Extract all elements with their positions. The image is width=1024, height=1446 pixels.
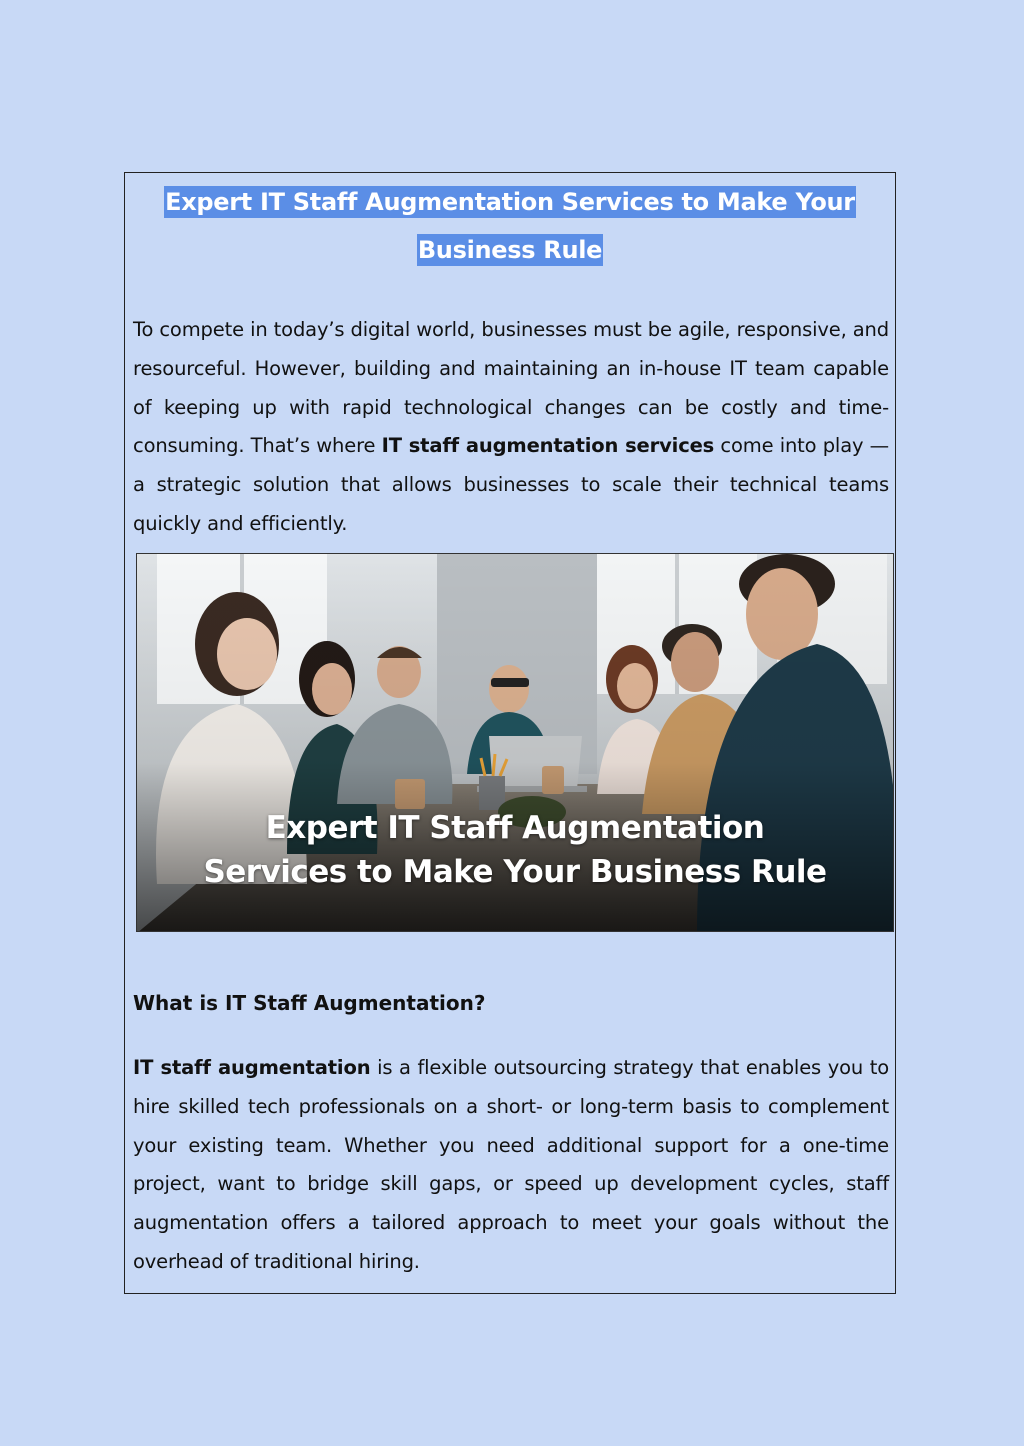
hero-caption — [137, 806, 893, 894]
section-body-text: is a flexible outsourcing strategy that enables you to hire skilled tech professionals on a short- or long-term basis to complement your existing team. Whether you need additional support for a one-time project, want to bridge skill gaps, or speed up development cycles, staff augmentation offers a tailored approach to meet your goals without the overhead of traditional hiring. — [133, 1056, 890, 1273]
document-title — [125, 181, 895, 277]
section-heading: What is IT Staff Augmentation? — [133, 991, 486, 1015]
section-bold-term: IT staff augmentation — [133, 1056, 371, 1079]
hero-image — [136, 553, 894, 932]
document-frame — [124, 172, 896, 1294]
title-line-1: Expert IT Staff Augmentation Services to Make Your — [165, 188, 855, 216]
section-paragraph — [133, 1049, 889, 1282]
hero-caption-line-1: Expert IT Staff Augmentation — [265, 810, 765, 846]
intro-bold-term: IT staff augmentation services — [381, 434, 715, 458]
hero-caption-line-2: Services to Make Your Business Rule — [203, 854, 827, 890]
intro-text-2: come into play — a strategic solution that allows businesses to scale their technical teams quickly and efficiently. — [133, 434, 889, 535]
intro-paragraph — [133, 311, 889, 544]
intro-text-1: To compete in today’s digital world, businesses must be agile, responsive, and resourceful. However, building and maintaining an in-house IT team capable of keeping up with rapid technological changes can be costly and time-consuming. That’s where — [133, 318, 889, 458]
title-line-2: Business Rule — [417, 236, 603, 264]
